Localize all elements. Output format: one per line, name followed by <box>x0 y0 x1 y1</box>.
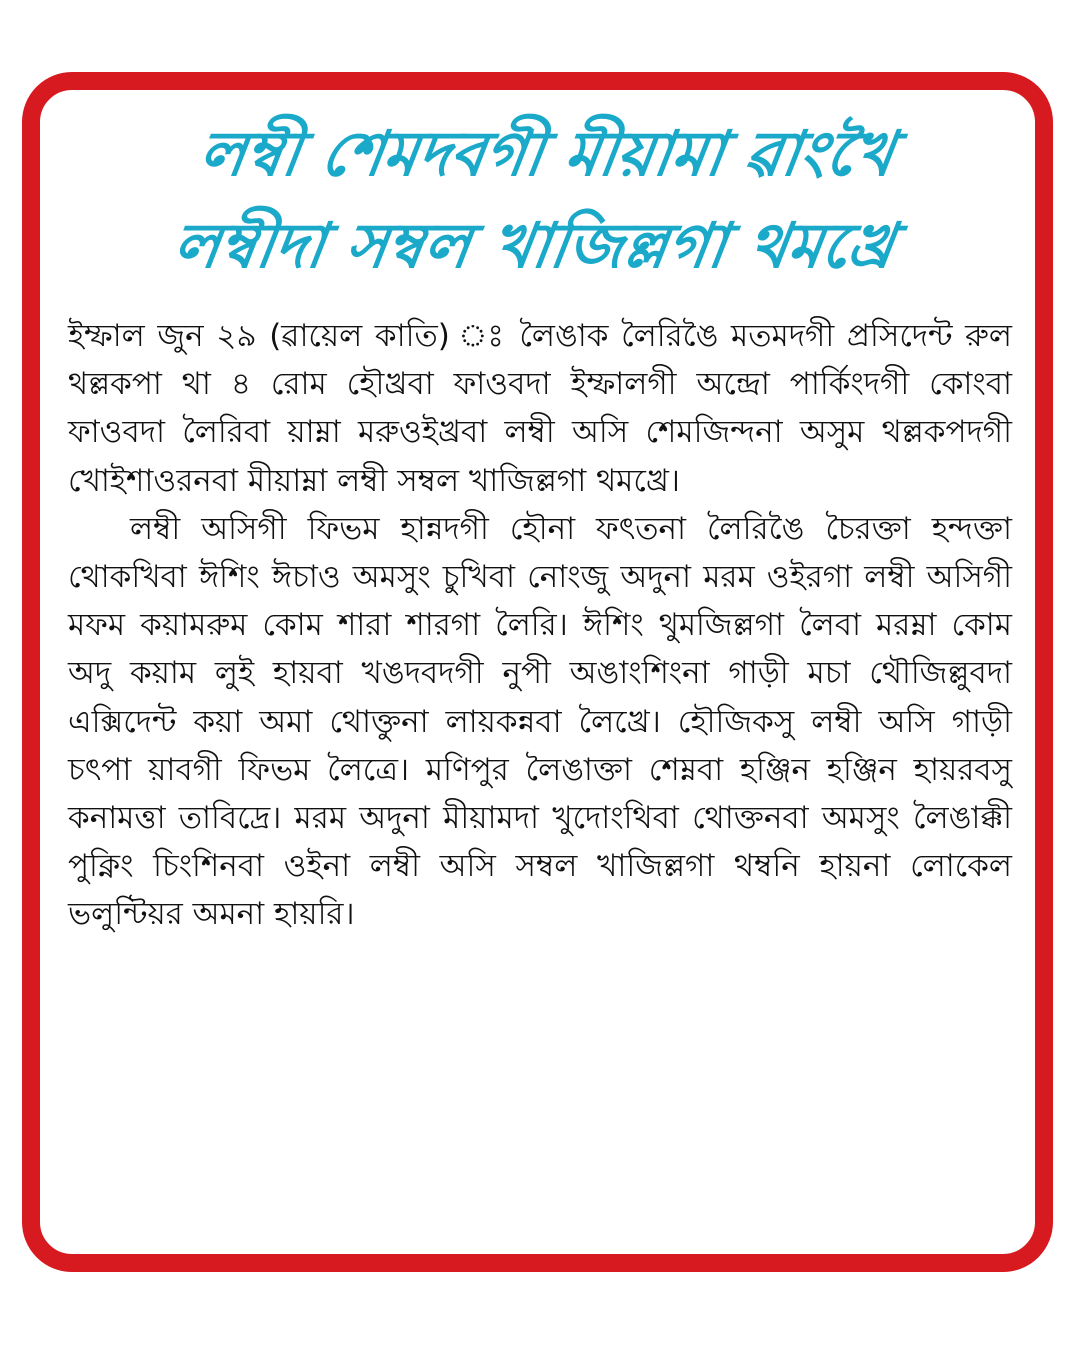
headline <box>47 108 1033 292</box>
article-paragraph-2: লম্বী অসিগী ফিভম হান্নদগী হৌনা ফৎতনা লৈরিঙৈ চৈরক্তা হন্দক্তা থোকখিবা ঈশিং ঈচাও অমসুং চুখিবা নোংজু অদুনা মরম ওইরগা লম্বী অসিগী মফম কয়ামরুম কোম শারা শারগা লৈরি। ঈশিং থুমজিল্লগা লৈবা মরম্না কোম অদু কয়াম লুই হায়বা খঙদবদগী নুপী অঙাংশিংনা গাড়ী মচা থৌজিল্লুবদা এক্সিদেন্ট কয়া অমা থোক্তুনা লায়কন্নবা লৈখ্রে। হৌজিকসু লম্বী অসি গাড়ী চৎপা য়াবগী ফিভম লৈত্রে। মণিপুর লৈঙাক্তা শেম্নবা হঞ্জিন হঞ্জিন হায়রবসু কনামত্তা তাবিদ্রে। মরম অদুনা মীয়ামদা খুদোংথিবা থোক্তনবা অমসুং লৈঙাক্কী পুক্নিং চিংশিনবা ওইনা লম্বী অসি সম্বল খাজিল্লগা থম্বনি হায়না লোকেল ভলুন্টিয়র অমনা হায়রি। <box>68 510 1012 933</box>
headline-line-1: লম্বী শেমদবগী মীয়ামা ৱাংখৈ <box>194 117 899 190</box>
article-body <box>68 312 1012 939</box>
headline-line-2: লম্বীদা সম্বল খাজিল্লগা থমখ্রে <box>168 209 899 282</box>
article-paragraph-1: ইম্ফাল জুন ২৯ (ৱায়েল কাতি) ঃ লৈঙাক লৈরিঙৈ মতমদগী প্রসিদেন্ট রুল থল্লকপা থা ৪ রোম হৌখ্রবা ফাওবদা ইম্ফালগী অন্দ্রো পার্কিংদগী কোংবা ফাওবদা লৈরিবা য়াম্না মরুওইখ্রবা লম্বী অসি শেমজিন্দনা অসুম থল্লকপদগী খোইশাওরনবা মীয়াম্না লম্বী সম্বল খাজিল্লগা থমখ্রে। <box>68 318 1012 499</box>
